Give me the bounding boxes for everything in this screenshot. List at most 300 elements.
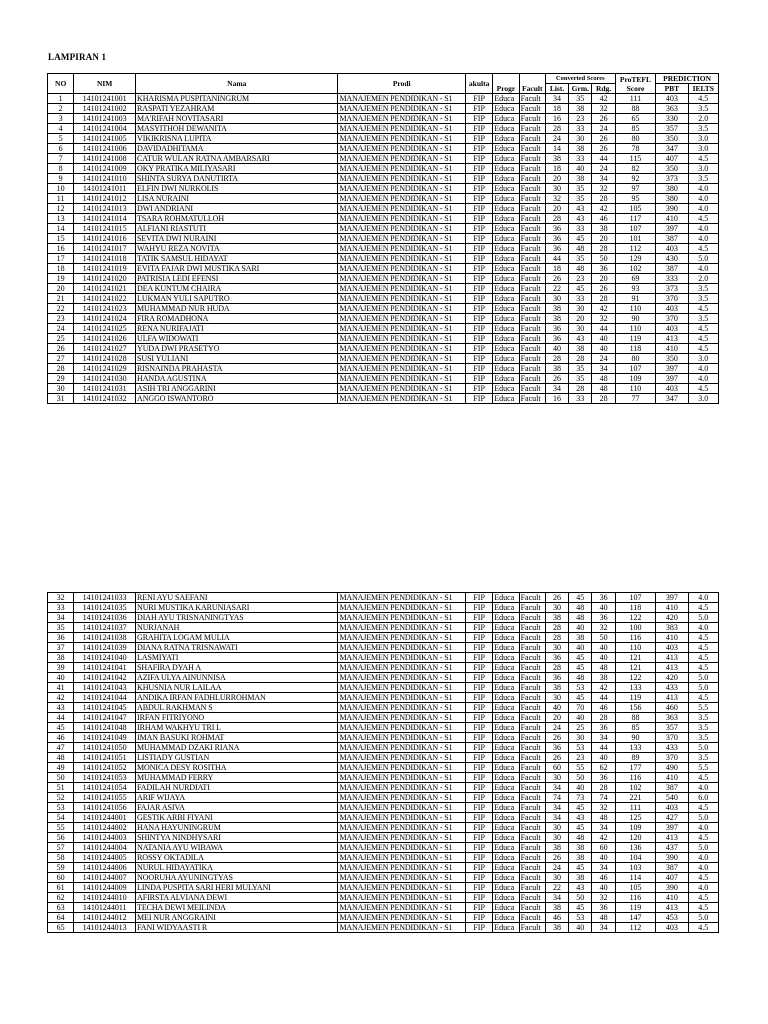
cell-grammar: 30 (569, 134, 592, 144)
header-protefl-score: ProTEFL Score (615, 74, 655, 94)
table-row (48, 773, 719, 783)
cell-program: Educa (493, 234, 519, 244)
cell-reading: 38 (592, 673, 615, 683)
cell-pbt: 387 (656, 234, 688, 244)
cell-grammar: 28 (569, 354, 592, 364)
cell-faculty: Facult (519, 743, 545, 753)
cell-program: Educa (493, 683, 519, 693)
table-row (48, 843, 719, 853)
cell-listening: 40 (545, 703, 568, 713)
cell-no: 62 (48, 893, 74, 903)
cell-faculty: Facult (519, 304, 545, 314)
cell-grammar: 45 (569, 823, 592, 833)
cell-program: Educa (493, 184, 519, 194)
cell-program: Educa (493, 653, 519, 663)
cell-program: Educa (493, 593, 519, 603)
cell-faculty: Facult (519, 384, 545, 394)
cell-protefl-score: 90 (615, 314, 655, 324)
table-row (48, 194, 719, 204)
cell-pbt: 370 (656, 753, 688, 763)
cell-listening: 22 (545, 284, 568, 294)
cell-nama: SHAFIRA DYAH A (136, 663, 338, 673)
cell-pbt: 397 (656, 374, 688, 384)
cell-fakultas: FIP (465, 883, 492, 893)
cell-prodi: MANAJEMEN PENDIDIKAN - S1 (338, 234, 466, 244)
cell-pbt: 413 (656, 833, 688, 843)
cell-nim: 14101241018 (74, 254, 136, 264)
cell-faculty: Facult (519, 723, 545, 733)
cell-grammar: 45 (569, 653, 592, 663)
cell-prodi: MANAJEMEN PENDIDIKAN - S1 (338, 144, 466, 154)
cell-no: 44 (48, 713, 74, 723)
cell-program: Educa (493, 793, 519, 803)
cell-no: 26 (48, 344, 74, 354)
cell-fakultas: FIP (465, 843, 492, 853)
cell-reading: 26 (592, 144, 615, 154)
cell-nama: DIAH AYU TRISNANINGTYAS (136, 613, 338, 623)
cell-fakultas: FIP (465, 823, 492, 833)
cell-prodi: MANAJEMEN PENDIDIKAN - S1 (338, 783, 466, 793)
cell-no: 1 (48, 94, 74, 104)
cell-ielts: 4.5 (688, 643, 718, 653)
cell-no: 15 (48, 234, 74, 244)
cell-grammar: 30 (569, 733, 592, 743)
table-row (48, 693, 719, 703)
cell-reading: 50 (592, 633, 615, 643)
cell-fakultas: FIP (465, 144, 492, 154)
cell-reading: 24 (592, 164, 615, 174)
cell-nim: 14101241045 (74, 703, 136, 713)
table-row (48, 274, 719, 284)
cell-listening: 36 (545, 224, 568, 234)
cell-no: 34 (48, 613, 74, 623)
cell-fakultas: FIP (465, 693, 492, 703)
cell-no: 12 (48, 204, 74, 214)
cell-reading: 40 (592, 344, 615, 354)
cell-prodi: MANAJEMEN PENDIDIKAN - S1 (338, 114, 466, 124)
cell-listening: 20 (545, 174, 568, 184)
cell-fakultas: FIP (465, 164, 492, 174)
cell-nama: MONICA DESY ROSITHA (136, 763, 338, 773)
cell-program: Educa (493, 773, 519, 783)
cell-protefl-score: 121 (615, 663, 655, 673)
cell-ielts: 4.0 (688, 374, 718, 384)
cell-no: 20 (48, 284, 74, 294)
cell-ielts: 4.0 (688, 194, 718, 204)
cell-protefl-score: 112 (615, 244, 655, 254)
cell-ielts: 4.0 (688, 853, 718, 863)
cell-reading: 36 (592, 903, 615, 913)
cell-prodi: MANAJEMEN PENDIDIKAN - S1 (338, 314, 466, 324)
cell-nim: 14101241041 (74, 663, 136, 673)
cell-nama: ALFIANI RIASTUTI (136, 224, 338, 234)
cell-faculty: Facult (519, 843, 545, 853)
cell-prodi: MANAJEMEN PENDIDIKAN - S1 (338, 723, 466, 733)
cell-prodi: MANAJEMEN PENDIDIKAN - S1 (338, 184, 466, 194)
cell-prodi: MANAJEMEN PENDIDIKAN - S1 (338, 833, 466, 843)
cell-listening: 74 (545, 793, 568, 803)
cell-nama: RISNAINDA PRAHASTA (136, 364, 338, 374)
cell-pbt: 410 (656, 214, 688, 224)
table-row (48, 593, 719, 603)
cell-no: 22 (48, 304, 74, 314)
cell-no: 48 (48, 753, 74, 763)
header-converted-scores: Converted Scores (545, 74, 615, 84)
cell-reading: 44 (592, 154, 615, 164)
cell-faculty: Facult (519, 154, 545, 164)
cell-grammar: 50 (569, 893, 592, 903)
cell-no: 21 (48, 294, 74, 304)
cell-faculty: Facult (519, 234, 545, 244)
cell-prodi: MANAJEMEN PENDIDIKAN - S1 (338, 733, 466, 743)
cell-program: Educa (493, 833, 519, 843)
cell-no: 31 (48, 394, 74, 404)
cell-program: Educa (493, 903, 519, 913)
header-nim: NIM (74, 74, 136, 94)
table-row (48, 753, 719, 763)
cell-faculty: Facult (519, 753, 545, 763)
cell-reading: 38 (592, 224, 615, 234)
cell-no: 37 (48, 643, 74, 653)
cell-ielts: 4.5 (688, 653, 718, 663)
cell-faculty: Facult (519, 334, 545, 344)
cell-protefl-score: 97 (615, 184, 655, 194)
cell-faculty: Facult (519, 184, 545, 194)
cell-protefl-score: 112 (615, 923, 655, 933)
cell-faculty: Facult (519, 314, 545, 324)
cell-prodi: MANAJEMEN PENDIDIKAN - S1 (338, 713, 466, 723)
cell-pbt: 390 (656, 853, 688, 863)
cell-fakultas: FIP (465, 394, 492, 404)
cell-ielts: 4.0 (688, 883, 718, 893)
cell-protefl-score: 65 (615, 114, 655, 124)
cell-grammar: 53 (569, 683, 592, 693)
cell-fakultas: FIP (465, 324, 492, 334)
cell-prodi: MANAJEMEN PENDIDIKAN - S1 (338, 354, 466, 364)
cell-nama: DAVIDADHITAMA (136, 144, 338, 154)
cell-faculty: Facult (519, 713, 545, 723)
cell-pbt: 407 (656, 154, 688, 164)
cell-pbt: 413 (656, 663, 688, 673)
cell-program: Educa (493, 364, 519, 374)
cell-reading: 60 (592, 843, 615, 853)
cell-nim: 14101241002 (74, 104, 136, 114)
cell-grammar: 43 (569, 883, 592, 893)
cell-reading: 26 (592, 134, 615, 144)
cell-nim: 14101244001 (74, 813, 136, 823)
cell-protefl-score: 119 (615, 693, 655, 703)
cell-nim: 14101241040 (74, 653, 136, 663)
cell-reading: 42 (592, 304, 615, 314)
cell-faculty: Facult (519, 164, 545, 174)
cell-reading: 32 (592, 314, 615, 324)
cell-protefl-score: 133 (615, 683, 655, 693)
cell-fakultas: FIP (465, 603, 492, 613)
cell-grammar: 38 (569, 853, 592, 863)
cell-pbt: 390 (656, 883, 688, 893)
cell-prodi: MANAJEMEN PENDIDIKAN - S1 (338, 653, 466, 663)
table-row (48, 603, 719, 613)
cell-faculty: Facult (519, 244, 545, 254)
cell-pbt: 433 (656, 743, 688, 753)
cell-ielts: 3.5 (688, 733, 718, 743)
cell-grammar: 45 (569, 803, 592, 813)
cell-listening: 20 (545, 713, 568, 723)
cell-nim: 14101241008 (74, 154, 136, 164)
cell-ielts: 4.5 (688, 154, 718, 164)
cell-no: 55 (48, 823, 74, 833)
cell-listening: 34 (545, 384, 568, 394)
cell-nim: 14101241043 (74, 683, 136, 693)
cell-nama: KHARISMA PUSPITANINGRUM (136, 94, 338, 104)
cell-protefl-score: 110 (615, 643, 655, 653)
cell-nama: NURI MUSTIKA KARUNIASARI (136, 603, 338, 613)
cell-program: Educa (493, 743, 519, 753)
header-program: Progr (493, 84, 519, 94)
cell-nama: CATUR WULAN RATNA AMBARSARI (136, 154, 338, 164)
cell-program: Educa (493, 883, 519, 893)
cell-nama: VIKIKRISNA LUPITA (136, 134, 338, 144)
cell-nim: 14101241023 (74, 304, 136, 314)
cell-protefl-score: 104 (615, 853, 655, 863)
table-row (48, 364, 719, 374)
cell-nama: EVITA FAJAR DWI MUSTIKA SARI (136, 264, 338, 274)
cell-prodi: MANAJEMEN PENDIDIKAN - S1 (338, 284, 466, 294)
cell-nama: ANDIKA IRFAN FADHLURROHMAN (136, 693, 338, 703)
cell-pbt: 403 (656, 324, 688, 334)
scores-table-top (47, 73, 719, 404)
cell-nama: ANGGO ISWANTORO (136, 394, 338, 404)
cell-grammar: 20 (569, 314, 592, 324)
cell-protefl-score: 118 (615, 603, 655, 613)
cell-faculty: Facult (519, 194, 545, 204)
cell-program: Educa (493, 174, 519, 184)
cell-grammar: 25 (569, 723, 592, 733)
cell-no: 61 (48, 883, 74, 893)
cell-nim: 14101241024 (74, 314, 136, 324)
cell-nim: 14101241030 (74, 374, 136, 384)
cell-pbt: 420 (656, 613, 688, 623)
cell-grammar: 48 (569, 833, 592, 843)
cell-pbt: 387 (656, 863, 688, 873)
cell-prodi: MANAJEMEN PENDIDIKAN - S1 (338, 204, 466, 214)
cell-grammar: 35 (569, 184, 592, 194)
header-row (48, 74, 719, 84)
cell-fakultas: FIP (465, 653, 492, 663)
cell-prodi: MANAJEMEN PENDIDIKAN - S1 (338, 923, 466, 933)
cell-nama: LASMIYATI (136, 653, 338, 663)
cell-pbt: 410 (656, 773, 688, 783)
cell-prodi: MANAJEMEN PENDIDIKAN - S1 (338, 853, 466, 863)
cell-listening: 26 (545, 374, 568, 384)
cell-protefl-score: 102 (615, 783, 655, 793)
cell-nama: DEA KUNTUM CHAIRA (136, 284, 338, 294)
cell-pbt: 453 (656, 913, 688, 923)
cell-faculty: Facult (519, 803, 545, 813)
cell-faculty: Facult (519, 374, 545, 384)
cell-ielts: 4.5 (688, 903, 718, 913)
cell-fakultas: FIP (465, 913, 492, 923)
cell-program: Educa (493, 204, 519, 214)
cell-protefl-score: 116 (615, 893, 655, 903)
cell-faculty: Facult (519, 394, 545, 404)
cell-protefl-score: 102 (615, 264, 655, 274)
table-row (48, 124, 719, 134)
cell-fakultas: FIP (465, 593, 492, 603)
cell-reading: 40 (592, 643, 615, 653)
cell-prodi: MANAJEMEN PENDIDIKAN - S1 (338, 134, 466, 144)
table-row (48, 204, 719, 214)
cell-ielts: 3.5 (688, 284, 718, 294)
cell-nama: YUDA DWI PRASETYO (136, 344, 338, 354)
table-row (48, 923, 719, 933)
table-row (48, 823, 719, 833)
cell-program: Educa (493, 384, 519, 394)
cell-listening: 26 (545, 853, 568, 863)
cell-protefl-score: 109 (615, 823, 655, 833)
cell-grammar: 38 (569, 344, 592, 354)
cell-ielts: 3.5 (688, 104, 718, 114)
cell-ielts: 4.0 (688, 234, 718, 244)
cell-nama: MASYITHOH DEWANITA (136, 124, 338, 134)
cell-ielts: 3.5 (688, 124, 718, 134)
cell-protefl-score: 107 (615, 224, 655, 234)
table-row (48, 713, 719, 723)
cell-nim: 14101244011 (74, 903, 136, 913)
cell-protefl-score: 88 (615, 713, 655, 723)
cell-faculty: Facult (519, 613, 545, 623)
cell-reading: 42 (592, 683, 615, 693)
cell-no: 23 (48, 314, 74, 324)
cell-nama: IMAN BASUKI ROHMAT (136, 733, 338, 743)
cell-no: 60 (48, 873, 74, 883)
cell-nama: FANI WIDYAASTI R (136, 923, 338, 933)
header-nama: Nama (136, 74, 338, 94)
cell-no: 30 (48, 384, 74, 394)
cell-pbt: 350 (656, 134, 688, 144)
cell-faculty: Facult (519, 124, 545, 134)
cell-faculty: Facult (519, 683, 545, 693)
cell-prodi: MANAJEMEN PENDIDIKAN - S1 (338, 104, 466, 114)
cell-program: Educa (493, 763, 519, 773)
cell-pbt: 357 (656, 124, 688, 134)
cell-ielts: 4.0 (688, 863, 718, 873)
cell-nim: 14101241011 (74, 184, 136, 194)
cell-prodi: MANAJEMEN PENDIDIKAN - S1 (338, 344, 466, 354)
cell-faculty: Facult (519, 643, 545, 653)
cell-program: Educa (493, 853, 519, 863)
cell-no: 59 (48, 863, 74, 873)
cell-nim: 14101241027 (74, 344, 136, 354)
cell-listening: 18 (545, 164, 568, 174)
cell-no: 65 (48, 923, 74, 933)
cell-nim: 14101241044 (74, 693, 136, 703)
cell-reading: 44 (592, 324, 615, 334)
cell-pbt: 370 (656, 733, 688, 743)
cell-protefl-score: 133 (615, 743, 655, 753)
cell-no: 10 (48, 184, 74, 194)
cell-pbt: 397 (656, 823, 688, 833)
cell-nim: 14101244003 (74, 833, 136, 843)
table-row (48, 94, 719, 104)
cell-grammar: 40 (569, 783, 592, 793)
table-row (48, 643, 719, 653)
cell-ielts: 4.5 (688, 773, 718, 783)
cell-listening: 34 (545, 803, 568, 813)
cell-faculty: Facult (519, 224, 545, 234)
cell-nama: FAJAR ASIVA (136, 803, 338, 813)
cell-grammar: 45 (569, 663, 592, 673)
cell-pbt: 403 (656, 643, 688, 653)
cell-fakultas: FIP (465, 903, 492, 913)
cell-pbt: 387 (656, 264, 688, 274)
cell-nim: 14101241039 (74, 643, 136, 653)
cell-nama: MA'RIFAH NOVITASARI (136, 114, 338, 124)
cell-prodi: MANAJEMEN PENDIDIKAN - S1 (338, 743, 466, 753)
cell-ielts: 4.0 (688, 264, 718, 274)
cell-listening: 34 (545, 893, 568, 903)
cell-nim: 14101241009 (74, 164, 136, 174)
cell-nim: 14101241028 (74, 354, 136, 364)
cell-prodi: MANAJEMEN PENDIDIKAN - S1 (338, 94, 466, 104)
table-row (48, 633, 719, 643)
cell-reading: 28 (592, 244, 615, 254)
cell-nim: 14101241003 (74, 114, 136, 124)
cell-prodi: MANAJEMEN PENDIDIKAN - S1 (338, 893, 466, 903)
cell-listening: 26 (545, 733, 568, 743)
cell-no: 36 (48, 633, 74, 643)
cell-faculty: Facult (519, 853, 545, 863)
cell-nim: 14101241010 (74, 174, 136, 184)
cell-reading: 48 (592, 663, 615, 673)
cell-fakultas: FIP (465, 923, 492, 933)
cell-no: 24 (48, 324, 74, 334)
cell-reading: 42 (592, 204, 615, 214)
cell-listening: 36 (545, 324, 568, 334)
cell-prodi: MANAJEMEN PENDIDIKAN - S1 (338, 593, 466, 603)
cell-faculty: Facult (519, 783, 545, 793)
cell-listening: 38 (545, 923, 568, 933)
cell-prodi: MANAJEMEN PENDIDIKAN - S1 (338, 903, 466, 913)
table-row (48, 723, 719, 733)
cell-prodi: MANAJEMEN PENDIDIKAN - S1 (338, 693, 466, 703)
cell-fakultas: FIP (465, 793, 492, 803)
cell-listening: 30 (545, 294, 568, 304)
table-row (48, 663, 719, 673)
table-body-bottom (48, 593, 719, 933)
cell-nama: NURUL HIDAYATIKA (136, 863, 338, 873)
cell-listening: 38 (545, 613, 568, 623)
table-row (48, 623, 719, 633)
cell-no: 14 (48, 224, 74, 234)
cell-nama: WAHYU REZA NOVITA (136, 244, 338, 254)
cell-protefl-score: 100 (615, 623, 655, 633)
cell-nama: AZIFA ULYA AINUNNISA (136, 673, 338, 683)
cell-ielts: 3.0 (688, 144, 718, 154)
cell-grammar: 38 (569, 843, 592, 853)
cell-listening: 16 (545, 114, 568, 124)
header-no: NO (48, 74, 74, 94)
cell-grammar: 48 (569, 613, 592, 623)
cell-faculty: Facult (519, 813, 545, 823)
cell-nim: 14101241042 (74, 673, 136, 683)
table-row (48, 833, 719, 843)
cell-grammar: 53 (569, 913, 592, 923)
table-row (48, 653, 719, 663)
cell-ielts: 5.0 (688, 254, 718, 264)
cell-program: Educa (493, 603, 519, 613)
cell-nim: 14101244002 (74, 823, 136, 833)
